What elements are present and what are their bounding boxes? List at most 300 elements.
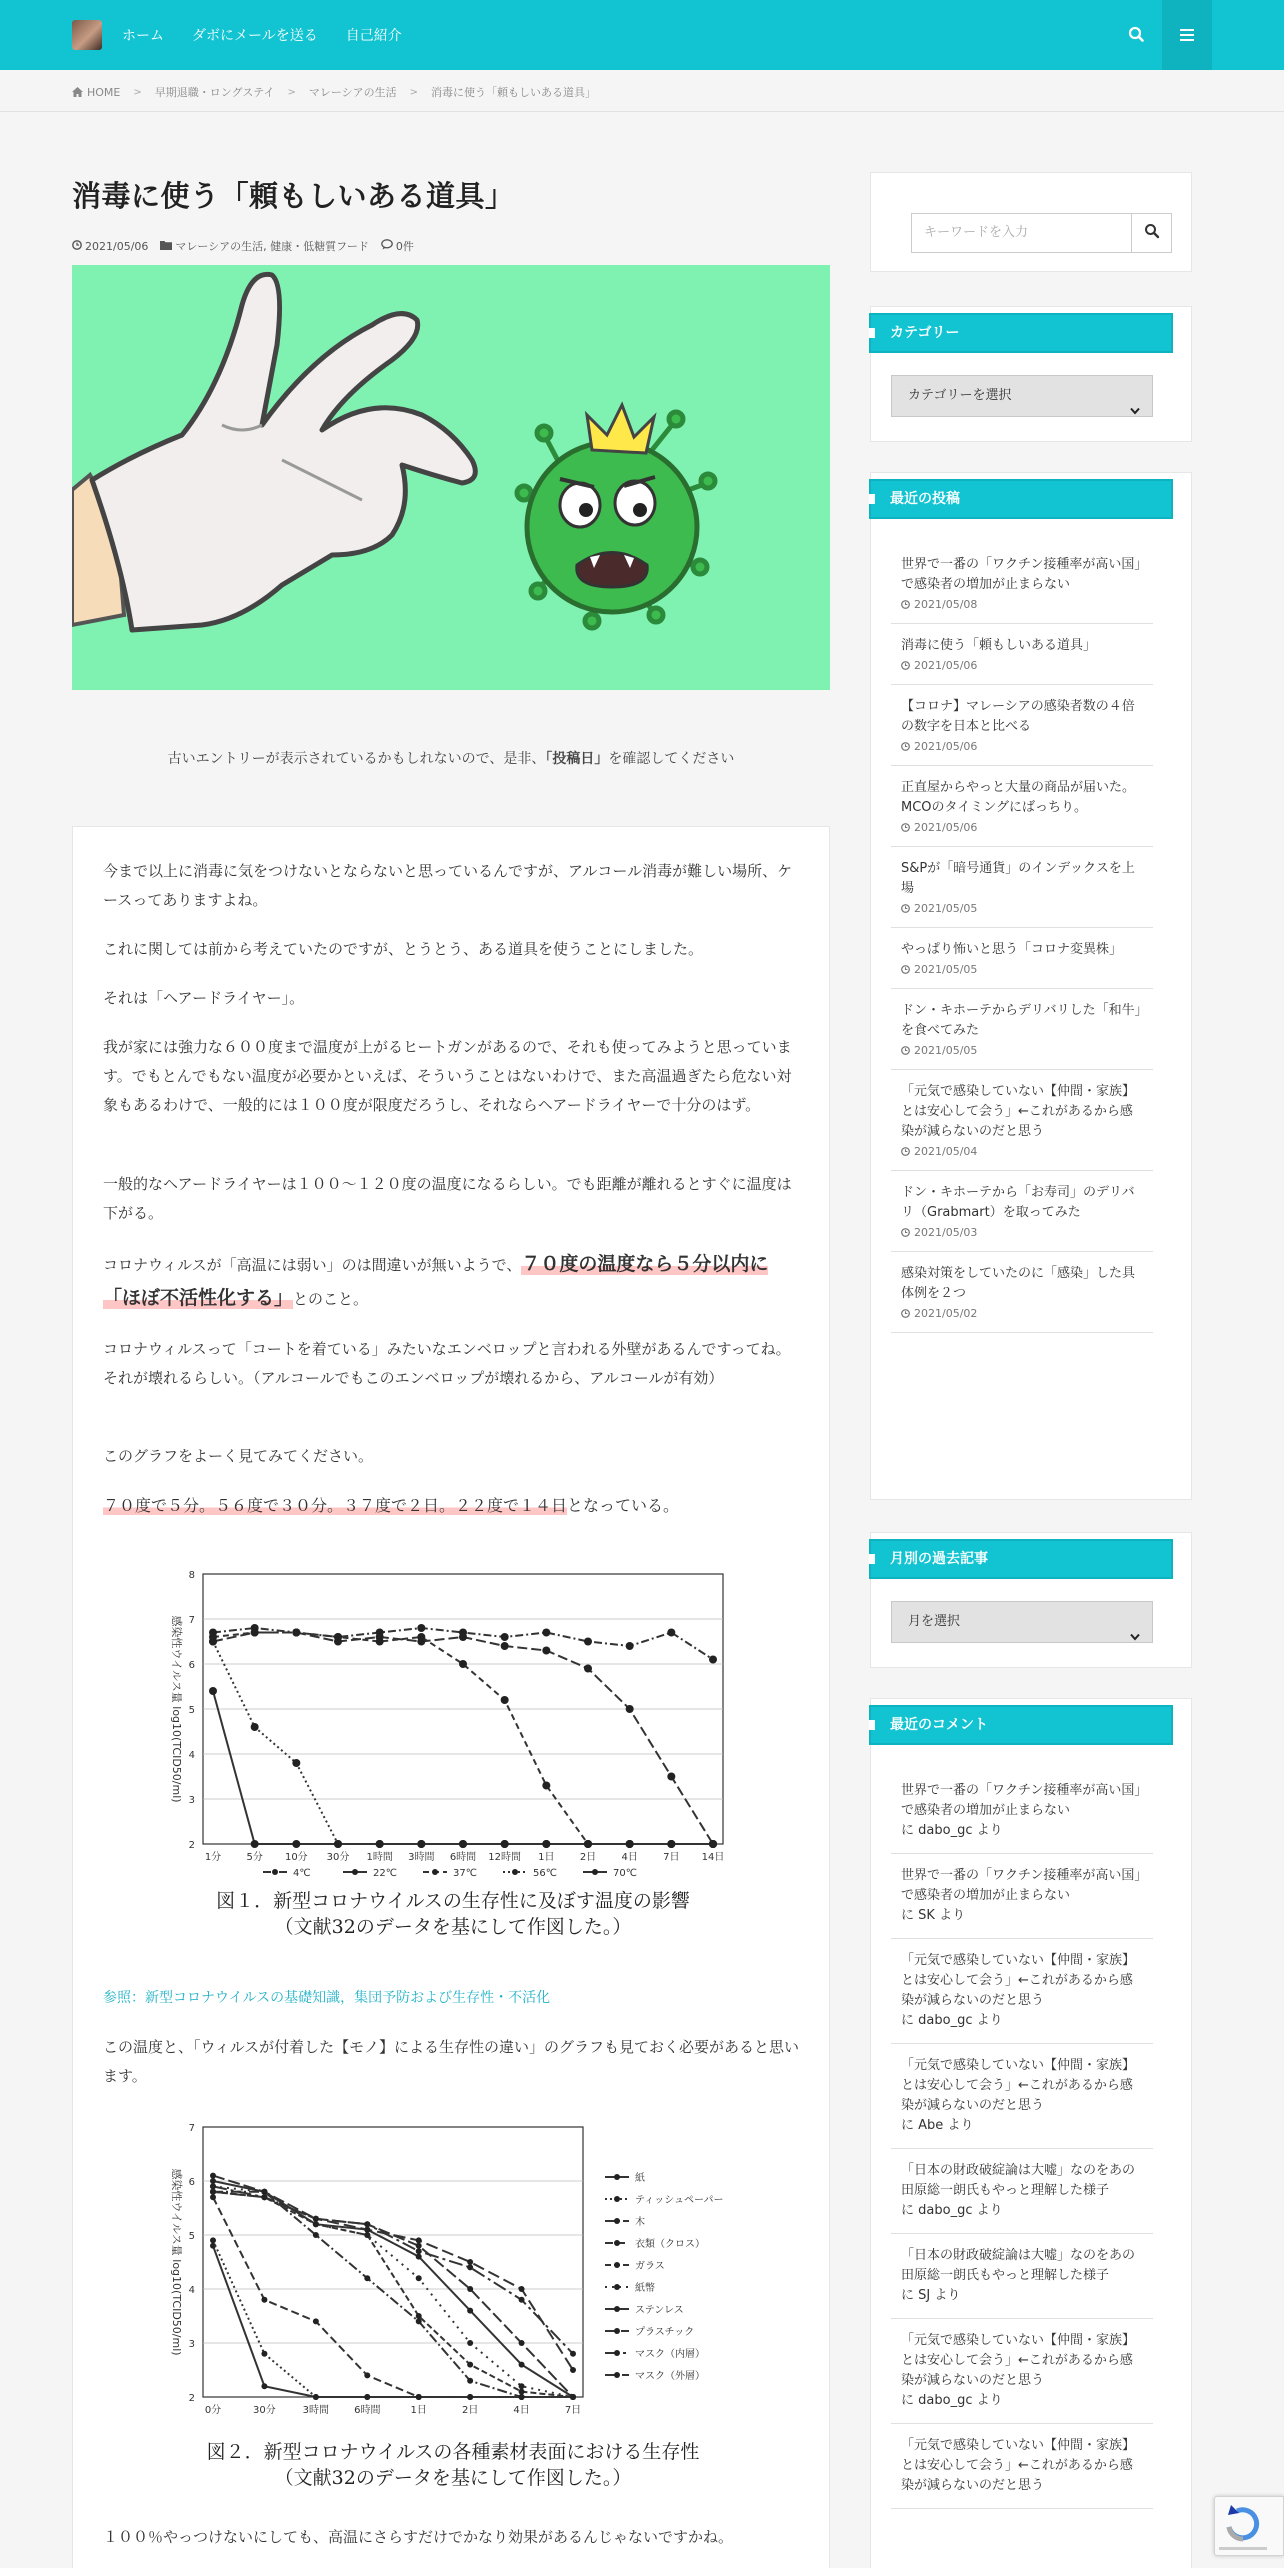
data-point	[626, 1840, 634, 1848]
legend-marker	[614, 2262, 620, 2268]
nav-mail[interactable]: ダボにメールを送る	[192, 28, 318, 44]
data-point	[261, 2194, 267, 2200]
data-point	[416, 2248, 422, 2254]
comment-author: dabo_gc	[918, 2203, 973, 2218]
data-point	[626, 1705, 634, 1713]
legend-marker	[614, 2174, 620, 2180]
data-point	[584, 1665, 592, 1673]
comment-post-link[interactable]: 世界で一番の「ワクチン接種率が高い国」で感染者の増加が止まらない	[901, 1783, 1141, 1818]
clock-icon	[901, 600, 910, 609]
recent-post-date: 2021/05/06	[914, 740, 978, 753]
data-point	[209, 1687, 217, 1695]
chart-material	[133, 2117, 773, 2427]
data-point	[467, 2378, 473, 2384]
data-point	[292, 1629, 300, 1637]
comment-author: dabo_gc	[918, 2013, 973, 2028]
data-point	[261, 2383, 267, 2389]
x-tick-label: 6時間	[354, 2405, 381, 2416]
recent-post-item[interactable]	[891, 685, 1153, 766]
data-point	[519, 2389, 525, 2395]
y-tick-label: 5	[188, 1705, 195, 1716]
data-point	[519, 2340, 525, 2346]
data-point	[501, 1633, 509, 1641]
x-tick-label: 1時間	[366, 1852, 393, 1863]
recent-post-date: 2021/05/05	[914, 963, 978, 976]
clock-icon	[72, 240, 85, 253]
recent-posts-list	[891, 543, 1153, 1333]
data-point	[467, 2286, 473, 2292]
data-point	[376, 1840, 384, 1848]
data-point	[416, 2313, 422, 2319]
legend-marker	[432, 1869, 438, 1875]
data-point	[519, 2383, 525, 2389]
legend-marker	[614, 2306, 620, 2312]
data-point	[416, 2254, 422, 2260]
data-point	[364, 2372, 370, 2378]
data-point	[519, 2362, 525, 2368]
x-tick-label: 7日	[663, 1852, 680, 1863]
comment-item	[891, 2319, 1153, 2424]
x-tick-label: 30分	[253, 2405, 276, 2416]
legend-marker	[614, 2328, 620, 2334]
data-point	[334, 1840, 342, 1848]
data-point	[313, 2216, 319, 2222]
breadcrumb-category[interactable]: 早期退職・ロングステイ	[154, 86, 275, 99]
comment-author: SJ	[918, 2288, 931, 2303]
post-date: 2021/05/06	[85, 239, 149, 253]
data-point	[519, 2394, 525, 2400]
x-tick-label: 10分	[284, 1852, 308, 1863]
data-point	[501, 1840, 509, 1848]
menu-icon	[1180, 26, 1194, 45]
data-point	[292, 1840, 300, 1848]
main-nav	[122, 0, 430, 70]
recent-post-item[interactable]	[891, 989, 1153, 1070]
chevron-down-icon	[1130, 392, 1140, 432]
data-point	[210, 2189, 216, 2195]
data-point	[209, 1638, 217, 1646]
x-tick-label: 14日	[701, 1852, 725, 1863]
chart-temperature	[133, 1562, 773, 1882]
figure-caption	[133, 1888, 773, 1940]
comment-suffix: より	[934, 2288, 961, 2303]
recent-post-date: 2021/05/05	[914, 902, 978, 915]
data-point	[519, 2297, 525, 2303]
data-point	[292, 1759, 300, 1767]
legend-marker	[614, 2240, 620, 2246]
legend-label: 37℃	[453, 1868, 477, 1879]
figure-caption-line: 図２．新型コロナウイルスの各種素材表面における生存性	[206, 2441, 700, 2463]
comment-prefix: に	[901, 1823, 915, 1838]
recent-post-item[interactable]	[891, 928, 1153, 989]
data-point	[570, 2367, 576, 2373]
data-point	[467, 2362, 473, 2368]
breadcrumb-home[interactable]: HOME	[87, 85, 121, 99]
x-tick-label: 12時間	[488, 1852, 522, 1863]
folder-icon	[160, 240, 175, 253]
data-point	[584, 1840, 592, 1848]
x-tick-label: 0分	[204, 2405, 222, 2416]
figure-caption-line: （文献32のデータを基にして作図した。）	[274, 2467, 632, 2489]
categories-widget	[870, 306, 1192, 442]
notice-text: 古いエントリーが表示されているかもしれないので、是非、	[167, 751, 546, 767]
breadcrumb-subcategory[interactable]: マレーシアの生活	[308, 86, 397, 99]
legend-marker	[614, 2350, 620, 2356]
y-tick-label: 2	[188, 2393, 195, 2404]
data-point	[467, 2394, 473, 2400]
data-point	[542, 1782, 550, 1790]
comment-item	[891, 2424, 1153, 2509]
notice-strong: 「投稿日」	[545, 751, 609, 767]
data-point	[416, 2394, 422, 2400]
paragraph: 一般的なヘアードライヤーは１００～１２０度の温度になるらしい。でも距離が離れるとすぐに温度は下がる。	[103, 1175, 792, 1222]
breadcrumb-bar	[0, 70, 1284, 112]
paragraph: コロナウィルスって「コートを着ている」みたいなエンベロップと言われる外壁があるんですってね。それが壊れるらしい。（アルコールでもこのエンベロップが壊れるから、アルコールが有効）	[103, 1340, 791, 1387]
post-categories[interactable]: マレーシアの生活, 健康・低糖質フード	[175, 240, 369, 253]
widget-title: 最近の投稿	[869, 479, 1173, 519]
site-logo-avatar[interactable]	[72, 20, 102, 50]
data-point	[210, 2194, 216, 2200]
data-point	[542, 1840, 550, 1848]
recent-post-item[interactable]	[891, 1171, 1153, 1252]
recent-post-date: 2021/05/04	[914, 1145, 978, 1158]
x-tick-label: 4日	[621, 1852, 638, 1863]
breadcrumb	[72, 84, 596, 100]
widget-title: 最近のコメント	[869, 1705, 1173, 1745]
data-point	[251, 1840, 259, 1848]
comment-suffix: より	[947, 2118, 974, 2133]
data-point	[467, 2340, 473, 2346]
recent-post-title[interactable]: 消毒に使う「頼もしいある道具」	[901, 638, 1097, 653]
reference-link[interactable]: 参照：新型コロナウイルスの基礎知識，集団予防および生存性・不活化	[103, 1990, 551, 2006]
data-point	[334, 1633, 342, 1641]
legend-label: 70℃	[613, 1868, 637, 1879]
comment-post-link[interactable]: 「元気で感染していない【仲間・家族】とは安心して会う」←これがあるから感染が減らないのだと思う	[901, 2438, 1136, 2493]
figure-caption-line: （文献32のデータを基にして作図した。）	[274, 1916, 632, 1938]
comment-post-link[interactable]: 「元気で感染していない【仲間・家族】とは安心して会う」←これがあるから感染が減らないのだと思う	[901, 2333, 1136, 2388]
x-tick-label: 4日	[513, 2405, 530, 2416]
data-point	[467, 2308, 473, 2314]
y-tick-label: 6	[188, 2177, 195, 2188]
comment-prefix: に	[901, 2118, 915, 2133]
legend-label: 22℃	[373, 1868, 397, 1879]
recent-post-title[interactable]: 世界で一番の「ワクチン接種率が高い国」で感染者の増加が止まらない	[901, 557, 1141, 592]
paragraph: １００％やっつけないにしても、高温にさらすだけでかなり効果があるんじゃないですかね。	[103, 2528, 734, 2546]
comment-author: Abe	[918, 2118, 944, 2133]
recent-post-date: 2021/05/02	[914, 1307, 978, 1320]
figure-material-chart	[133, 2117, 773, 2507]
data-point	[417, 1840, 425, 1848]
recent-post-title[interactable]: S&Pが「暗号通貨」のインデックスを上場	[901, 861, 1135, 896]
recent-post-date: 2021/05/06	[914, 821, 978, 834]
data-point	[667, 1840, 675, 1848]
legend-label: 紙幣	[635, 2283, 655, 2294]
clock-icon	[901, 823, 910, 832]
recent-post-title[interactable]: 【コロナ】マレーシアの感染者数の４倍の数字を日本と比べる	[901, 699, 1135, 734]
search-widget	[870, 172, 1192, 272]
data-point	[459, 1633, 467, 1641]
recent-posts-widget	[870, 472, 1192, 1500]
y-tick-label: 6	[188, 1660, 195, 1671]
highlight-text: ７０度の温度なら５分以内に	[521, 1253, 769, 1275]
comment-item	[891, 2149, 1153, 2234]
data-point	[376, 1638, 384, 1646]
recent-post-title[interactable]: ドン・キホーテから「お寿司」のデリバリ（Grabmart）を取ってみた	[901, 1185, 1135, 1220]
data-point	[417, 1624, 425, 1632]
legend-label: ガラス	[635, 2261, 665, 2272]
recent-post-date: 2021/05/03	[914, 1226, 978, 1239]
data-point	[667, 1629, 675, 1637]
figure-caption-line: 図１．新型コロナウイルスの生存性に及ぼす温度の影響	[216, 1890, 690, 1912]
old-entry-notice	[72, 748, 830, 768]
notice-text-end: を確認してください	[608, 751, 735, 767]
plot-area	[203, 2127, 583, 2397]
x-tick-label: 30分	[326, 1852, 350, 1863]
comment-item	[891, 2234, 1153, 2319]
y-tick-label: 3	[188, 2339, 195, 2350]
comment-author: dabo_gc	[918, 1823, 973, 1838]
y-tick-label: 2	[188, 1840, 195, 1851]
data-point	[501, 1696, 509, 1704]
data-point	[467, 2259, 473, 2265]
legend-label: 衣類（クロス）	[635, 2239, 705, 2250]
data-point	[416, 2237, 422, 2243]
comment-suffix: より	[976, 2393, 1003, 2408]
data-point	[364, 2221, 370, 2227]
post-meta	[72, 238, 426, 254]
comment-item	[891, 1939, 1153, 2044]
select-value: カテゴリーを選択	[908, 388, 1012, 403]
x-tick-label: 5分	[246, 1852, 263, 1863]
comment-item	[891, 2044, 1153, 2149]
data-point	[261, 2189, 267, 2195]
paragraph: 今まで以上に消毒に気をつけないとならないと思っているんですが、アルコール消毒が難しい場所、ケースってありますよね。	[103, 862, 793, 909]
data-point	[313, 2221, 319, 2227]
paragraph: これに関しては前から考えていたのですが、とうとう、ある道具を使うことにしました。	[103, 940, 704, 958]
comment-suffix: より	[939, 1908, 966, 1923]
paragraph: この温度と、「ウィルスが付着した【モノ】による生存性の違い」のグラフも見ておく必要があると思います。	[103, 2038, 800, 2085]
search-icon[interactable]	[1126, 24, 1148, 46]
data-point	[251, 1629, 259, 1637]
x-tick-label: 6時間	[449, 1852, 477, 1863]
x-tick-label: 1日	[410, 2405, 427, 2416]
x-tick-label: 2日	[461, 2405, 479, 2416]
breadcrumb-current: 消毒に使う「頼もしいある道具」	[431, 86, 597, 99]
data-point	[709, 1656, 717, 1664]
data-point	[459, 1840, 467, 1848]
archive-select[interactable]	[891, 1601, 1153, 1643]
data-point	[210, 2173, 216, 2179]
paragraph: このグラフをよーく見てみてください。	[103, 1447, 374, 1465]
comment-prefix: に	[901, 1908, 915, 1923]
comment-author: dabo_gc	[918, 2393, 973, 2408]
search-input[interactable]: キーワードを入力	[911, 213, 1132, 253]
comment-post-link[interactable]: 「元気で感染していない【仲間・家族】とは安心して会う」←これがあるから感染が減らないのだと思う	[901, 1953, 1136, 2008]
legend-marker	[272, 1869, 278, 1875]
menu-button[interactable]	[1162, 0, 1212, 70]
data-point	[251, 1723, 259, 1731]
legend-label: 紙	[635, 2173, 645, 2184]
figure-temperature-chart	[133, 1562, 773, 1947]
clock-icon	[901, 661, 910, 670]
recent-comments-widget	[870, 1698, 1192, 2568]
data-point	[501, 1642, 509, 1650]
category-select[interactable]	[891, 375, 1153, 417]
y-tick-label: 7	[188, 1615, 195, 1626]
paragraph: 我が家には強力な６００度まで温度が上がるヒートガンがあるので、それも使ってみようと思っています。でもとんでもない温度が必要かといえば、そういうことはないわけで、また高温過ぎたら危ない対象もあるわけで、一般的には１００度が限度だろうし、それならヘアードライヤーで十分のはず。	[103, 1038, 792, 1114]
legend-label: ステンレス	[635, 2305, 684, 2316]
legend-label: ティッシュペーパー	[635, 2195, 724, 2206]
paragraph: それは「ヘアードライヤー」。	[103, 989, 305, 1007]
search-button[interactable]	[1132, 213, 1172, 253]
legend-marker	[352, 1869, 358, 1875]
widget-title: 月別の過去記事	[869, 1539, 1173, 1579]
x-tick-label: 3時間	[302, 2405, 330, 2416]
home-icon	[72, 87, 83, 97]
comment-author: SK	[918, 1908, 935, 1923]
chevron-down-icon	[1130, 1618, 1140, 1658]
legend-label: 4℃	[293, 1868, 311, 1879]
data-point	[542, 1629, 550, 1637]
legend-marker	[614, 2284, 620, 2290]
comment-prefix: に	[901, 2393, 915, 2408]
x-tick-label: 7日	[564, 2405, 582, 2416]
data-point	[210, 2178, 216, 2184]
data-point	[416, 2243, 422, 2249]
chevron-right-icon: >	[133, 86, 142, 98]
paragraph-highlight	[103, 1248, 803, 1316]
paragraph-highlight	[103, 1491, 803, 1520]
highlight-text: 「ほぼ不活性化する」	[103, 1287, 294, 1309]
y-tick-label: 4	[188, 2285, 195, 2296]
data-point	[261, 2351, 267, 2357]
data-point	[626, 1642, 634, 1650]
recent-comments-list	[891, 1769, 1153, 2509]
x-tick-label: 3時間	[408, 1852, 435, 1863]
comment-post-link[interactable]: 世界で一番の「ワクチン接種率が高い国」で感染者の増加が止まらない	[901, 1868, 1141, 1903]
legend-marker	[592, 1869, 598, 1875]
article-body	[72, 826, 830, 2568]
data-point	[467, 2264, 473, 2270]
widget-title: カテゴリー	[869, 313, 1173, 353]
recent-post-item[interactable]	[891, 1252, 1153, 1333]
x-tick-label: 1日	[538, 1852, 555, 1863]
recent-post-date: 2021/05/05	[914, 1044, 978, 1057]
comment-prefix: に	[901, 2203, 915, 2218]
comment-post-link[interactable]: 「日本の財政破綻論は大嘘」なのをあの田原総一朗氏もやっと理解した様子	[901, 2248, 1136, 2283]
recent-post-title[interactable]: 「元気で感染していない【仲間・家族】とは安心して会う」←これがあるから感染が減らないのだと思う	[901, 1084, 1136, 1139]
data-point	[313, 2318, 319, 2324]
nav-profile[interactable]: 自己紹介	[345, 28, 402, 44]
site-header	[0, 0, 1284, 70]
legend-marker	[614, 2196, 620, 2202]
comment-suffix: より	[976, 1823, 1003, 1838]
comment-icon	[381, 239, 396, 253]
clock-icon	[901, 1147, 910, 1156]
recent-post-item[interactable]	[891, 624, 1153, 685]
y-tick-label: 8	[188, 1570, 195, 1581]
recent-post-item[interactable]	[891, 847, 1153, 928]
comment-item	[891, 1769, 1153, 1854]
comment-post-link[interactable]: 「元気で感染していない【仲間・家族】とは安心して会う」←これがあるから感染が減らないのだと思う	[901, 2058, 1136, 2113]
comment-item	[891, 1854, 1153, 1939]
legend-label: プラスチック	[635, 2327, 695, 2338]
x-tick-label: 1分	[204, 1852, 222, 1863]
data-point	[313, 2394, 319, 2400]
y-axis-label: 感染性ウイルス量 log10(TCID50/ml)	[170, 1615, 183, 1803]
recent-post-title[interactable]: やっぱり怖いと思う「コロナ変異株」	[901, 942, 1123, 957]
y-axis-label: 感染性ウイルス量 log10(TCID50/ml)	[170, 2168, 183, 2356]
clock-icon	[901, 1309, 910, 1318]
recent-post-title[interactable]: ドン・キホーテからデリバリした「和牛」を食べてみた	[901, 1003, 1142, 1038]
y-tick-label: 3	[188, 1795, 195, 1806]
clock-icon	[901, 1228, 910, 1237]
data-point	[542, 1647, 550, 1655]
comment-prefix: に	[901, 2288, 915, 2303]
highlight-text: ７０度で５分。５６度で３０分。３７度で２日。２２度で１４日	[103, 1496, 568, 1515]
recent-post-date: 2021/05/08	[914, 598, 978, 611]
data-point	[570, 2394, 576, 2400]
recent-post-item[interactable]	[891, 766, 1153, 847]
data-point	[417, 1633, 425, 1641]
recent-post-date: 2021/05/06	[914, 659, 978, 672]
comment-suffix: より	[976, 2013, 1003, 2028]
clock-icon	[901, 742, 910, 751]
text: となっている。	[567, 1496, 680, 1515]
data-point	[519, 2286, 525, 2292]
text: コロナウィルスが「高温には弱い」のは間違いが無いようで、	[103, 1256, 522, 1274]
y-tick-label: 7	[188, 2123, 195, 2134]
recaptcha-badge[interactable]	[1214, 2496, 1284, 2556]
legend-label: 56℃	[533, 1868, 557, 1879]
comment-prefix: に	[901, 2013, 915, 2028]
data-point	[570, 2351, 576, 2357]
x-tick-label: 2日	[579, 1852, 597, 1863]
data-point	[364, 2227, 370, 2233]
chevron-right-icon: >	[409, 86, 419, 98]
legend-label: マスク（外層）	[635, 2371, 705, 2382]
data-point	[364, 2232, 370, 2238]
legend-marker	[512, 1869, 518, 1875]
data-point	[584, 1638, 592, 1646]
clock-icon	[901, 904, 910, 913]
legend-marker	[614, 2218, 620, 2224]
post-title: 消毒に使う「頼もしいある道具」	[72, 179, 515, 213]
comment-post-link[interactable]: 「日本の財政破綻論は大嘘」なのをあの田原総一朗氏もやっと理解した様子	[901, 2163, 1136, 2198]
data-point	[261, 2297, 267, 2303]
data-point	[210, 2237, 216, 2243]
recent-post-item[interactable]	[891, 1070, 1153, 1171]
clock-icon	[901, 965, 910, 974]
recaptcha-icon	[1215, 2497, 1284, 2557]
select-value: 月を選択	[908, 1614, 961, 1629]
clock-icon	[901, 1046, 910, 1055]
data-point	[459, 1660, 467, 1668]
y-tick-label: 4	[188, 1750, 195, 1761]
post-comment-count[interactable]: 0件	[395, 240, 414, 253]
data-point	[313, 2232, 319, 2238]
comment-suffix: より	[976, 2203, 1003, 2218]
data-point	[667, 1773, 675, 1781]
archive-widget	[870, 1532, 1192, 1668]
recent-post-item[interactable]	[891, 543, 1153, 624]
eyecatch-image	[72, 265, 830, 690]
data-point	[709, 1840, 717, 1848]
recent-post-title[interactable]: 感染対策をしていたのに「感染」した具体例を２つ	[901, 1266, 1136, 1301]
data-point	[364, 2275, 370, 2281]
recent-post-title[interactable]: 正直屋からやっと大量の商品が届いた。MCOのタイミングにばっちり。	[901, 780, 1136, 815]
nav-home[interactable]: ホーム	[122, 28, 164, 44]
